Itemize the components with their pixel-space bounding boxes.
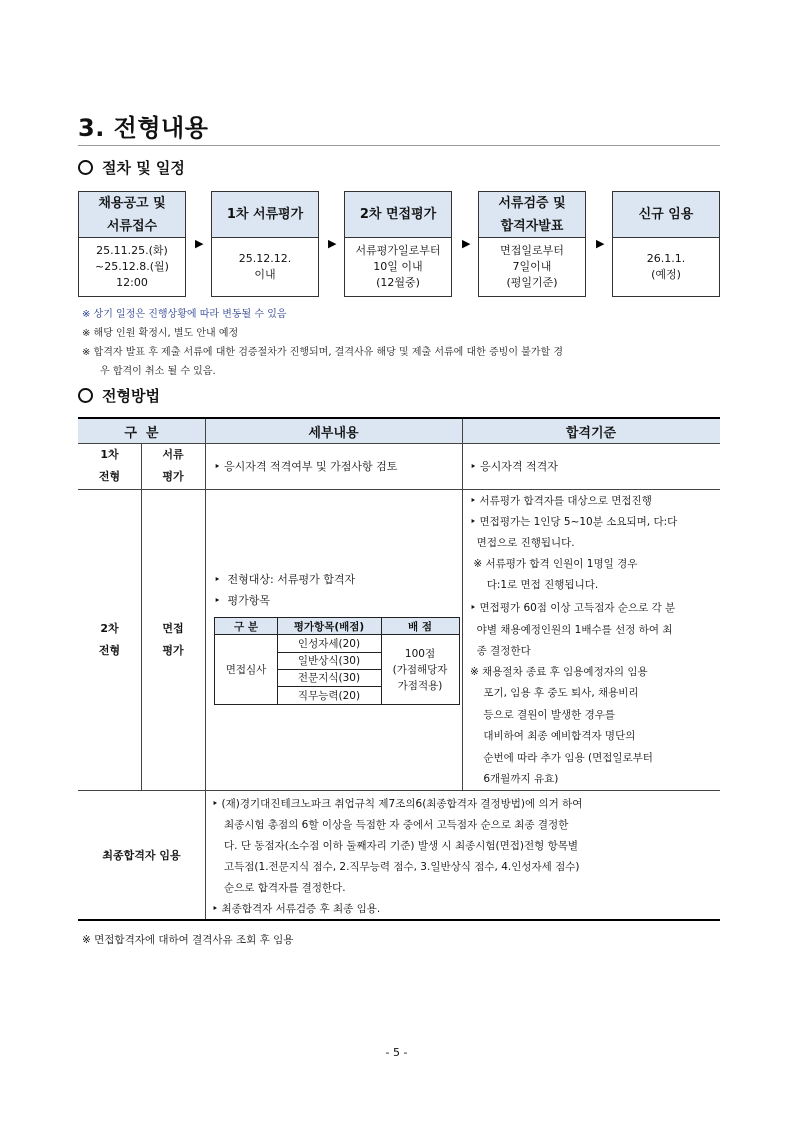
footnote: ※ 면접합격자에 대하여 결격사유 조회 후 임용	[82, 934, 294, 946]
row2-criteria-line: 등으로 결원이 발생한 경우를	[470, 709, 616, 721]
header-criteria: 합격기준	[565, 425, 617, 441]
row1-detail: ‣ 응시자격 적격여부 및 가점사항 검토	[214, 460, 398, 473]
table-rule	[205, 419, 206, 790]
step-title: 신규 임용	[613, 192, 719, 238]
evaluation-items-table	[214, 617, 460, 705]
title-divider	[78, 145, 720, 146]
row2-stage: 2차 전형	[98, 621, 121, 657]
inner-item: 직무능력(20)	[297, 689, 361, 702]
row3-line: ‣ (재)경기대진테크노파크 취업규칙 제7조의6(최종합격자 결정방법)에 의거 하여	[212, 798, 583, 810]
row3-line: 최종시험 총점의 6할 이상을 득점한 자 중에서 고득점자 순으로 최종 결정한	[224, 819, 569, 831]
section-procedure-heading	[78, 157, 185, 178]
row2-criteria-line: 순번에 따라 추가 임용 (면접일로부터	[470, 752, 653, 764]
step-title: 채용공고 및 서류접수	[79, 192, 185, 238]
row2-type: 면접 평가	[162, 621, 184, 657]
row3-line: 다. 단 동점자(소수점 이하 둘째자리 기준) 발생 시 최종시험(면접)전형 항목별	[224, 840, 579, 852]
schedule-note: ※ 상기 일정은 진행상황에 따라 변동될 수 있음	[82, 309, 287, 320]
row2-items-label: ‣ 평가항목	[214, 594, 270, 607]
row1-type: 서류 평가	[162, 448, 184, 483]
table-rule	[462, 419, 463, 790]
section-method-label: 전형방법	[102, 387, 160, 405]
row2-criteria-line: 면접으로 진행됩니다.	[470, 537, 575, 549]
page-number: - 5 -	[385, 1046, 408, 1059]
row2-criteria-line: 다:1로 면접 진행됩니다.	[470, 579, 599, 591]
step-schedule: 면접일로부터 7일이내 (평일기준)	[500, 244, 564, 289]
section-method-heading	[78, 385, 160, 406]
inner-header-score: 배 점	[408, 621, 432, 633]
inner-category: 면접심사	[225, 664, 267, 676]
step-box-2	[211, 191, 319, 297]
row3-line: ‣ 최종합격자 서류검증 후 최종 임용.	[212, 903, 381, 915]
row2-criteria-line: 야별 채용예정인원의 1배수를 선정 하여 최	[470, 624, 673, 636]
inner-item: 일반상식(30)	[297, 655, 361, 667]
arrow-right-icon: ▶	[195, 237, 204, 250]
row2-criteria-line: ※ 채용절차 종료 후 임용예정자의 임용	[470, 666, 648, 678]
row2-target: ‣ 전형대상: 서류평가 합격자	[214, 573, 356, 586]
schedule-note: ※ 해당 인원 확정시, 별도 안내 예정	[82, 328, 239, 339]
arrow-right-icon: ▶	[328, 237, 337, 250]
step-title: 서류검증 및 합격자발표	[479, 192, 585, 238]
schedule-note: 우 합격이 취소 될 수 있음.	[100, 366, 216, 377]
inner-score: 100점 (가점해당자 가점적용)	[392, 647, 448, 692]
step-schedule: 25.12.12. 이내	[238, 252, 292, 281]
table-rule	[205, 790, 206, 919]
circle-bullet-icon	[78, 388, 93, 403]
table-bottom-border	[78, 919, 720, 921]
step-title: 2차 면접평가	[345, 192, 451, 238]
row2-criteria-line: 6개월까지 유효)	[470, 773, 559, 785]
row3-line: 순으로 합격자를 결정한다.	[224, 882, 346, 894]
row2-criteria-line: ※ 서류평가 합격 인원이 1명일 경우	[470, 558, 638, 570]
inner-item: 전문지식(30)	[297, 672, 361, 684]
row2-criteria-line: ‣ 면접평가는 1인당 5~10분 소요되며, 다:다	[470, 516, 678, 528]
step-box-4	[478, 191, 586, 297]
arrow-right-icon: ▶	[596, 237, 605, 250]
section-procedure-label: 절차 및 일정	[102, 159, 185, 177]
arrow-right-icon: ▶	[462, 237, 471, 250]
row3-line: 고득점(1.전문지식 점수, 2.직무능력 점수, 3.일반상식 점수, 4.인성자세 점수)	[224, 861, 580, 873]
header-category: 구 분	[124, 425, 159, 441]
inner-item: 인성자세(20)	[297, 638, 361, 650]
row2-criteria-line: ‣ 면접평가 60점 이상 고득점자 순으로 각 분	[470, 602, 676, 614]
row1-criteria: ‣ 응시자격 적격자	[470, 460, 558, 473]
step-schedule: 서류평가일로부터 10일 이내 (12월중)	[355, 244, 441, 289]
row1-stage: 1차 전형	[98, 448, 121, 483]
row2-criteria-line: ‣ 서류평가 합격자를 대상으로 면접진행	[470, 495, 652, 507]
schedule-note: ※ 합격자 발표 후 제출 서류에 대한 검증절차가 진행되며, 결격사유 해당 및 제출 서류에 대한 증빙이 불가할 경	[82, 347, 563, 358]
row3-label: 최종합격자 임용	[102, 848, 181, 862]
step-box-3	[344, 191, 452, 297]
step-box-1	[78, 191, 186, 297]
header-detail: 세부내용	[308, 425, 359, 441]
step-title: 1차 서류평가	[212, 192, 318, 238]
step-box-5	[612, 191, 720, 297]
step-schedule: 26.1.1. (예정)	[646, 252, 686, 281]
row2-criteria-line: 종 결정한다	[470, 645, 531, 657]
inner-header-items: 평가항목(배점)	[293, 621, 365, 633]
section-title: 3. 전형내용	[78, 114, 209, 142]
inner-header-category: 구 분	[234, 621, 258, 633]
row2-criteria-line: 포기, 임용 후 중도 퇴사, 채용비리	[470, 687, 639, 699]
selection-method-table	[78, 417, 720, 921]
circle-bullet-icon	[78, 160, 93, 175]
step-schedule: 25.11.25.(화) ~25.12.8.(월) 12:00	[95, 244, 169, 289]
row2-criteria-line: 대비하여 최종 예비합격자 명단의	[470, 730, 636, 742]
